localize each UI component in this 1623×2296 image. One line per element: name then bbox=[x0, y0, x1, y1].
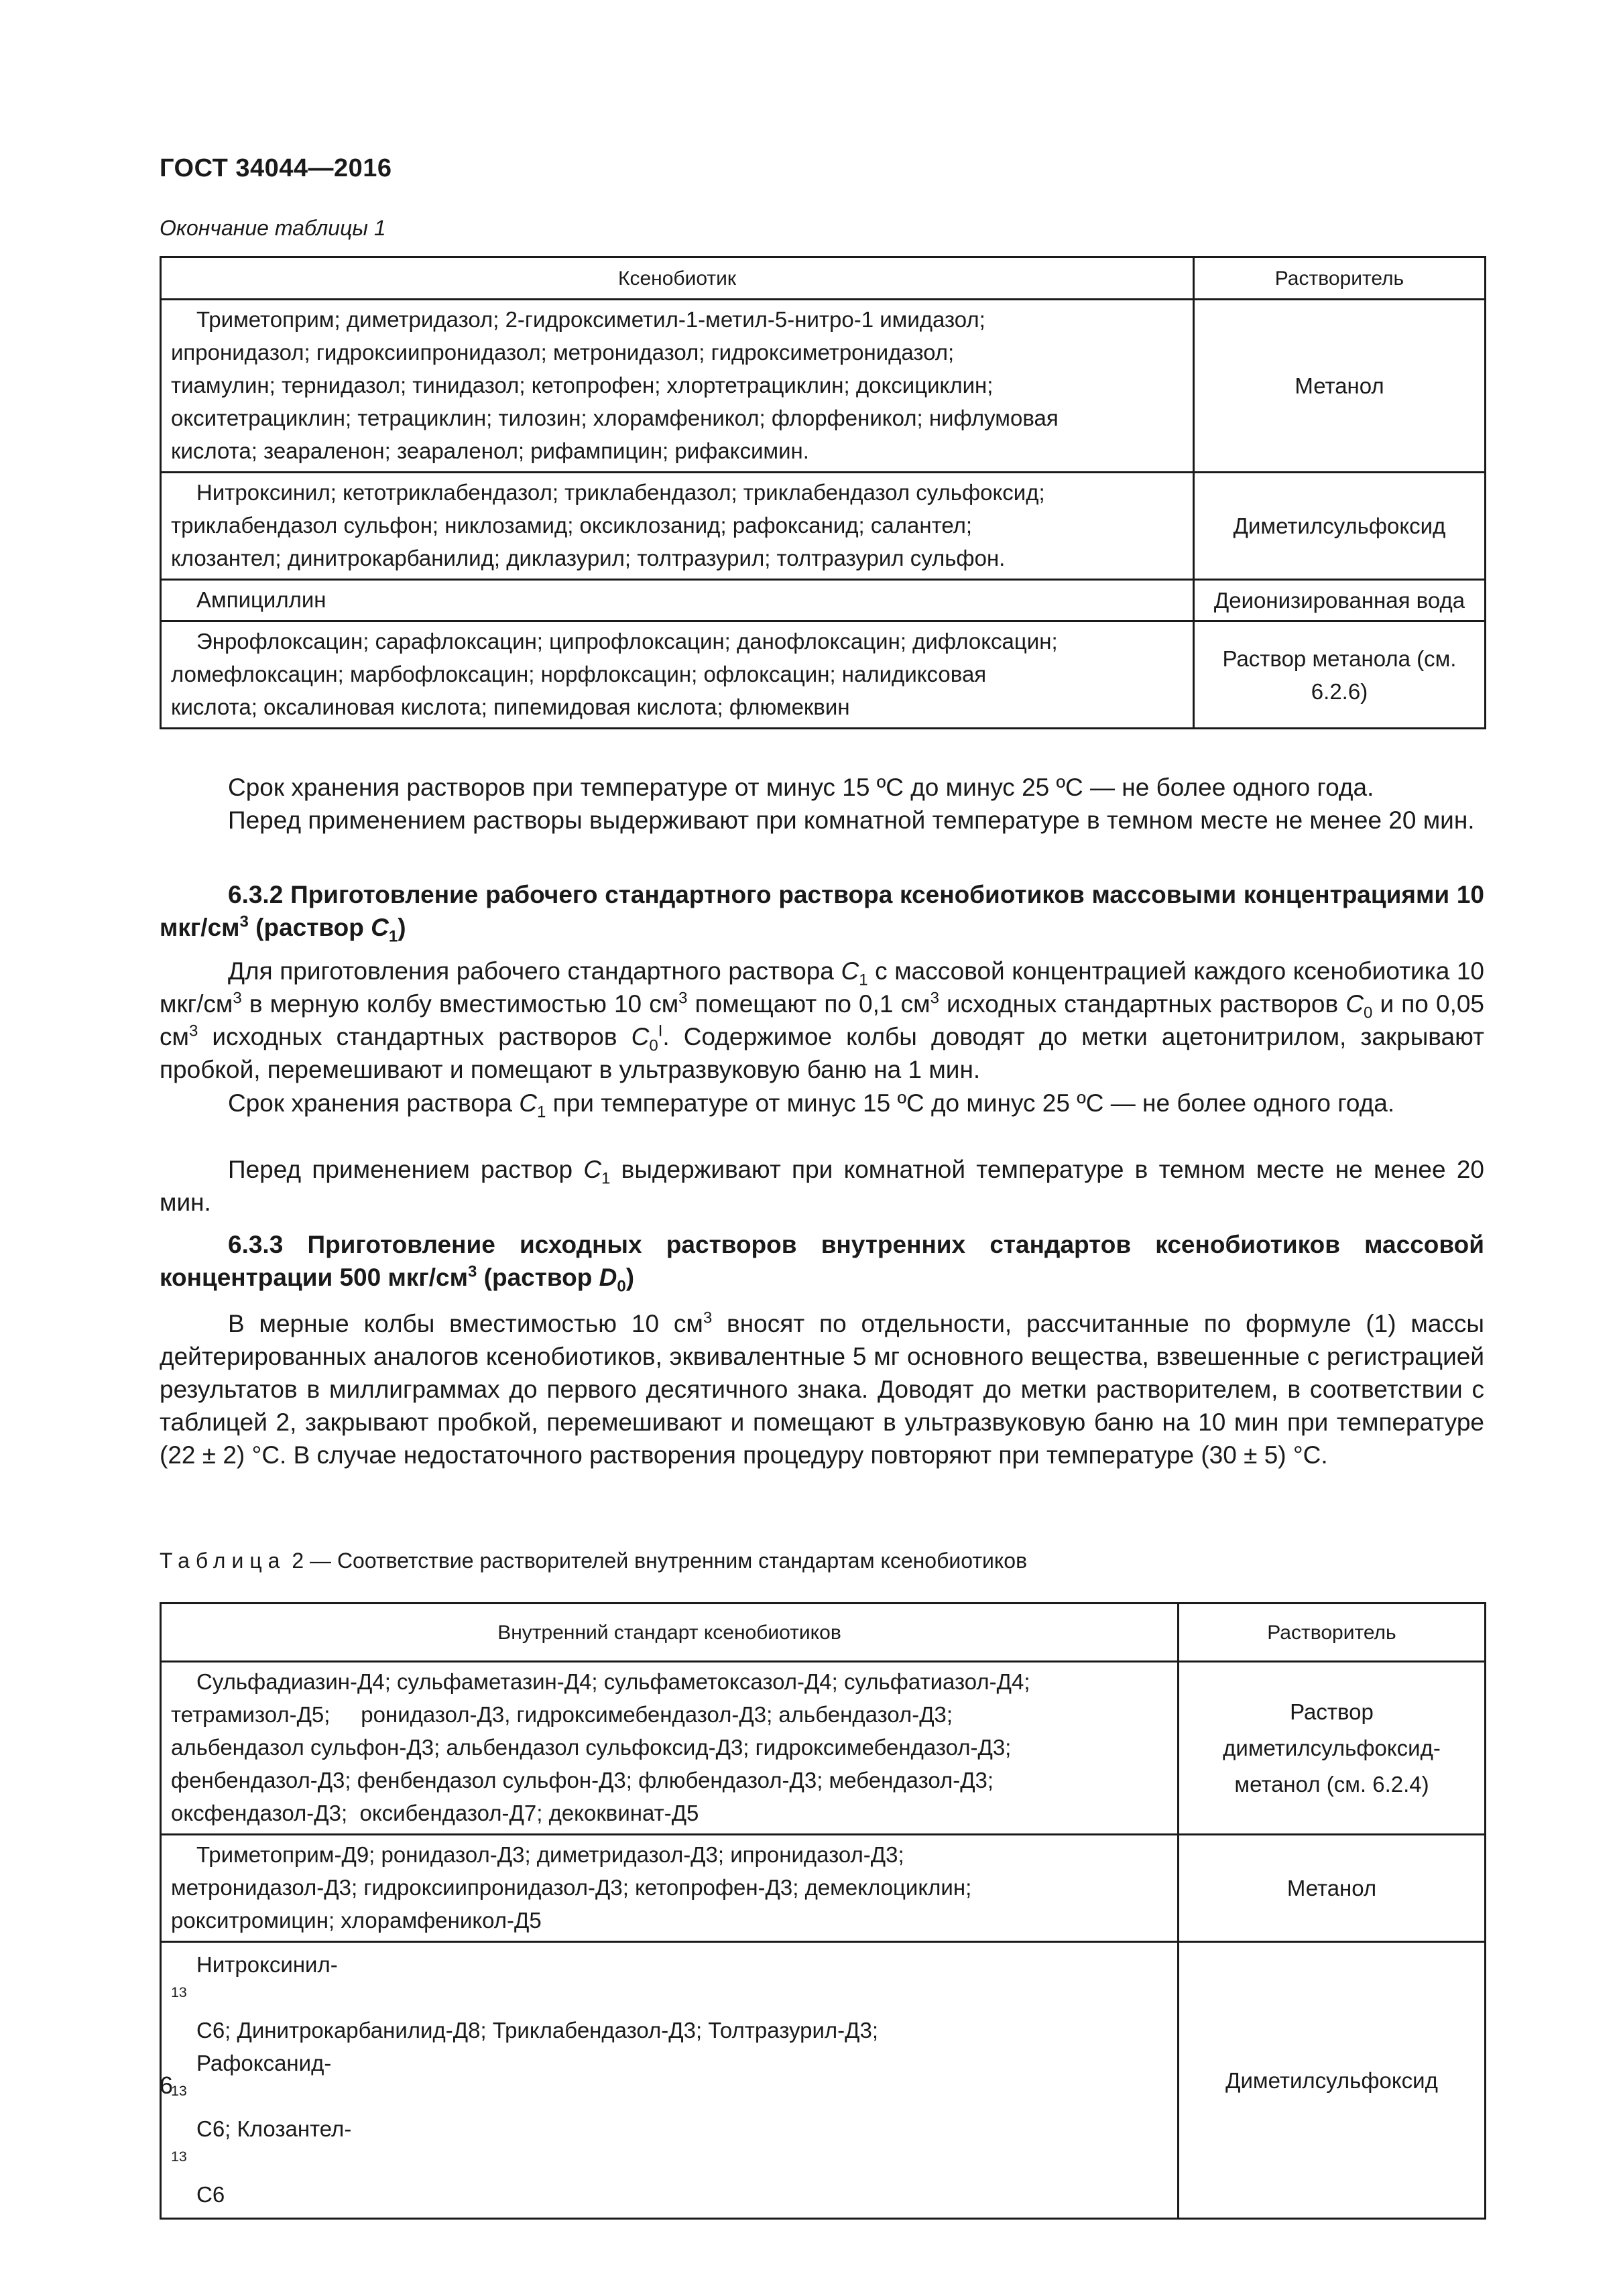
cell-line: кислота; оксалиновая кислота; пипемидовая кислота; флюмеквин bbox=[171, 694, 850, 719]
paragraph-text: Срок хранения растворов при температуре от минус 15 ºС до минус 25 ºС — не более одного года. bbox=[228, 774, 1374, 801]
cell-line: Триметоприм; диметридазол; 2-гидроксиметил-1-метил-5-нитро-1 имидазол; bbox=[196, 307, 985, 332]
paragraph-text: помещают по 0,1 см bbox=[687, 990, 930, 1018]
cell-text: С6 bbox=[196, 2182, 225, 2207]
paragraph-text: Перед применением раствор bbox=[228, 1156, 584, 1183]
symbol: C bbox=[371, 914, 389, 941]
paragraph-text: Срок хранения раствора bbox=[228, 1089, 520, 1117]
paragraph-text: в мерную колбу вместимостью 10 см bbox=[241, 990, 679, 1018]
symbol: C bbox=[1345, 990, 1364, 1018]
xenobiotic-cell bbox=[161, 621, 1194, 729]
cell-line: Сульфадиазин-Д4; сульфаметазин-Д4; сульфаметоксазол-Д4; сульфатиазол-Д4; bbox=[196, 1669, 1030, 1694]
superscript: 3 bbox=[703, 1309, 713, 1327]
solvent-cell: Раствор метанола (см. 6.2.6) bbox=[1194, 621, 1486, 729]
solvent-cell: Метанол bbox=[1194, 300, 1486, 473]
subscript: 1 bbox=[537, 1103, 546, 1122]
cell-line: Ампициллин bbox=[196, 587, 326, 612]
heading-text: 6.3.2 Приготовление рабочего стандартного раствора ксенобиотиков массовыми концентрациями 10 мкг/см bbox=[160, 881, 1484, 941]
paragraph-text: . Содержимое колбы доводят до метки ацетонитрилом, закрывают пробкой, перемешивают и помещают в ультразвуковую баню на 1 мин. bbox=[160, 1023, 1485, 1083]
superscript: 13 bbox=[171, 1984, 187, 2000]
column-header: Растворитель bbox=[1179, 1604, 1486, 1662]
table-row bbox=[161, 1662, 1486, 1835]
heading-text: ) bbox=[625, 1264, 635, 1291]
paragraph-text: исходных стандартных растворов bbox=[198, 1023, 632, 1050]
heading-text: (раствор bbox=[248, 914, 371, 941]
paragraph-storage-c1 bbox=[160, 1087, 1484, 1120]
superscript: 3 bbox=[239, 912, 249, 931]
superscript: 13 bbox=[171, 2149, 187, 2165]
column-header: Внутренний стандарт ксенобиотиков bbox=[161, 1604, 1179, 1662]
paragraph-text: выдерживают при комнатной температуре в темном месте не менее 20 мин. bbox=[160, 1156, 1484, 1216]
cell-line: Энрофлоксацин; сарафлоксацин; ципрофлоксацин; данофлоксацин; дифлоксацин; bbox=[196, 629, 1058, 654]
table-row bbox=[161, 300, 1486, 473]
cell-line: тетрамизол-Д5; ронидазол-Д3, гидроксимебендазол-Д3; альбендазол-Д3; bbox=[171, 1702, 953, 1727]
table2-caption bbox=[160, 1549, 1027, 1573]
symbol: C bbox=[519, 1089, 538, 1117]
xenobiotic-cell bbox=[161, 300, 1194, 473]
table-row bbox=[161, 473, 1486, 580]
heading-text: 6.3.3 Приготовление исходных растворов внутренних стандартов ксенобиотиков массовой концентрации 500 мкг/см bbox=[160, 1231, 1484, 1291]
caption-label: Таблица bbox=[160, 1549, 286, 1573]
subscript: 1 bbox=[859, 971, 868, 989]
paragraph-text: Для приготовления рабочего стандартного раствора bbox=[228, 957, 841, 985]
xenobiotic-cell bbox=[161, 473, 1194, 580]
standard-cell bbox=[161, 1835, 1179, 1942]
cell-text: Рафоксанид- bbox=[196, 2051, 332, 2075]
table-1 bbox=[160, 256, 1486, 729]
table-header-row bbox=[161, 1604, 1486, 1662]
column-header: Растворитель bbox=[1194, 257, 1486, 300]
symbol: C bbox=[631, 1023, 650, 1050]
superscript: 3 bbox=[233, 989, 242, 1008]
heading-text: (раствор bbox=[477, 1264, 599, 1291]
paragraph-text: вносят по отдельности, рассчитанные по формуле (1) массы дейтерированных аналогов ксенобиотиков, эквивалентные 5 мг основного вещества, взвешенные с регистрацией результатов в миллиграммах до первого десятичного знака. Доводят до метки растворителем, в соответствии с таблицей 2, закрывают пробкой, перемешивают и помещают в ультразвуковую баню на 10 мин при температуре (22 ± 2) °С. В случае недостаточного растворения процедуру повторяют при температуре (30 ± 5) °С. bbox=[160, 1310, 1484, 1469]
solvent-cell: Диметилсульфоксид bbox=[1194, 473, 1486, 580]
symbol: C bbox=[841, 957, 859, 985]
table-header-row bbox=[161, 257, 1486, 300]
cell-line: кислота; зеараленон; зеараленол; рифампицин; рифаксимин. bbox=[171, 438, 809, 463]
cell-text: С6; Динитрокарбанилид-Д8; Триклабендазол-Д3; Толтразурил-Д3; bbox=[196, 2018, 879, 2043]
cell-line: альбендазол сульфон-Д3; альбендазол сульфоксид-Д3; гидроксимебендазол-Д3; bbox=[171, 1735, 1012, 1760]
paragraph-text: и по 0,05 см bbox=[160, 990, 1485, 1050]
standard-cell bbox=[161, 1942, 1179, 2219]
table-row bbox=[161, 580, 1486, 621]
page-number: 6 bbox=[160, 2071, 174, 2099]
paragraph-preparation-c1 bbox=[160, 955, 1484, 1086]
paragraph-before-use bbox=[160, 804, 1484, 837]
section-heading-6-3-3 bbox=[160, 1228, 1484, 1294]
cell-text: С6; Клозантел- bbox=[196, 2116, 352, 2141]
paragraph-text: Перед применением растворы выдерживают при комнатной температуре в темном месте не менее 20 мин. bbox=[228, 806, 1475, 834]
cell-line: Нитроксинил; кетотриклабендазол; триклабендазол; триклабендазол сульфоксид; bbox=[196, 480, 1045, 505]
cell-line: клозантел; динитрокарбанилид; диклазурил; толтразурил; толтразурил сульфон. bbox=[171, 546, 1006, 570]
cell-line: Триметоприм-Д9; ронидазол-Д3; диметридазол-Д3; ипронидазол-Д3; bbox=[196, 1842, 904, 1867]
paragraph-text: В мерные колбы вместимостью 10 см bbox=[228, 1310, 703, 1337]
cell-line: ломефлоксацин; марбофлоксацин; норфлоксацин; офлоксацин; налидиксовая bbox=[171, 662, 987, 686]
paragraph-text: при температуре от минус 15 ºС до минус 25 ºС — не более одного года. bbox=[546, 1089, 1395, 1117]
symbol: C bbox=[583, 1156, 602, 1183]
symbol: D bbox=[599, 1264, 617, 1291]
cell-line: тиамулин; тернидазол; тинидазол; кетопрофен; хлортетрациклин; доксициклин; bbox=[171, 373, 994, 398]
table-row bbox=[161, 621, 1486, 729]
solvent-cell: Метанол bbox=[1179, 1835, 1486, 1942]
superscript: 3 bbox=[468, 1262, 477, 1281]
table-2 bbox=[160, 1602, 1486, 2220]
paragraph-text: с массовой концентрацией каждого ксенобиотика 10 мкг/см bbox=[160, 957, 1485, 1018]
document-code: ГОСТ 34044—2016 bbox=[160, 154, 392, 182]
subscript: 0 bbox=[1363, 1004, 1373, 1022]
superscript: 3 bbox=[678, 989, 688, 1008]
solvent-cell: Деионизированная вода bbox=[1194, 580, 1486, 621]
cell-line: фенбендазол-Д3; фенбендазол сульфон-Д3; флюбендазол-Д3; мебендазол-Д3; bbox=[171, 1768, 994, 1793]
column-header: Ксенобиотик bbox=[161, 257, 1194, 300]
cell-line bbox=[171, 2047, 1168, 2211]
cell-line bbox=[171, 1948, 1168, 2047]
paragraph-text: исходных стандартных растворов bbox=[939, 990, 1346, 1018]
paragraph-before-use-c1 bbox=[160, 1153, 1484, 1219]
subscript: 1 bbox=[388, 927, 398, 946]
cell-line: оксфендазол-Д3; оксибендазол-Д7; декоквинат-Д5 bbox=[171, 1801, 699, 1825]
cell-line: метронидазол-Д3; гидроксиипронидазол-Д3; кетопрофен-Д3; демеклоциклин; bbox=[171, 1875, 972, 1900]
table-row bbox=[161, 1942, 1486, 2219]
superscript: 13 bbox=[171, 2083, 187, 2099]
subscript: 0 bbox=[617, 1277, 626, 1296]
superscript: I bbox=[658, 1022, 663, 1040]
subscript: 0 bbox=[649, 1036, 658, 1055]
superscript: 3 bbox=[930, 989, 939, 1008]
paragraph-storage bbox=[160, 771, 1484, 804]
cell-line: окситетрациклин; тетрациклин; тилозин; хлорамфеникол; флорфеникол; нифлумовая bbox=[171, 406, 1059, 430]
superscript: 3 bbox=[188, 1022, 198, 1040]
caption-text: 2 — Соответствие растворителей внутренним стандартам ксенобиотиков bbox=[286, 1549, 1028, 1573]
section-heading-6-3-2 bbox=[160, 878, 1484, 944]
paragraph-preparation-d0 bbox=[160, 1307, 1484, 1471]
heading-text: ) bbox=[398, 914, 406, 941]
cell-line: ипронидазол; гидроксиипронидазол; метронидазол; гидроксиметронидазол; bbox=[171, 340, 955, 365]
table1-caption: Окончание таблицы 1 bbox=[160, 216, 386, 240]
solvent-cell: Диметилсульфоксид bbox=[1179, 1942, 1486, 2219]
standard-cell bbox=[161, 1662, 1179, 1835]
cell-line: рокситромицин; хлорамфеникол-Д5 bbox=[171, 1908, 542, 1933]
solvent-cell: Раствор диметилсульфоксид-метанол (см. 6.2.4) bbox=[1179, 1662, 1486, 1835]
table-row bbox=[161, 1835, 1486, 1942]
cell-line: триклабендазол сульфон; никлозамид; оксиклозанид; рафоксанид; салантел; bbox=[171, 513, 973, 538]
subscript: 1 bbox=[601, 1169, 611, 1188]
cell-text: Нитроксинил- bbox=[196, 1952, 338, 1977]
xenobiotic-cell bbox=[161, 580, 1194, 621]
